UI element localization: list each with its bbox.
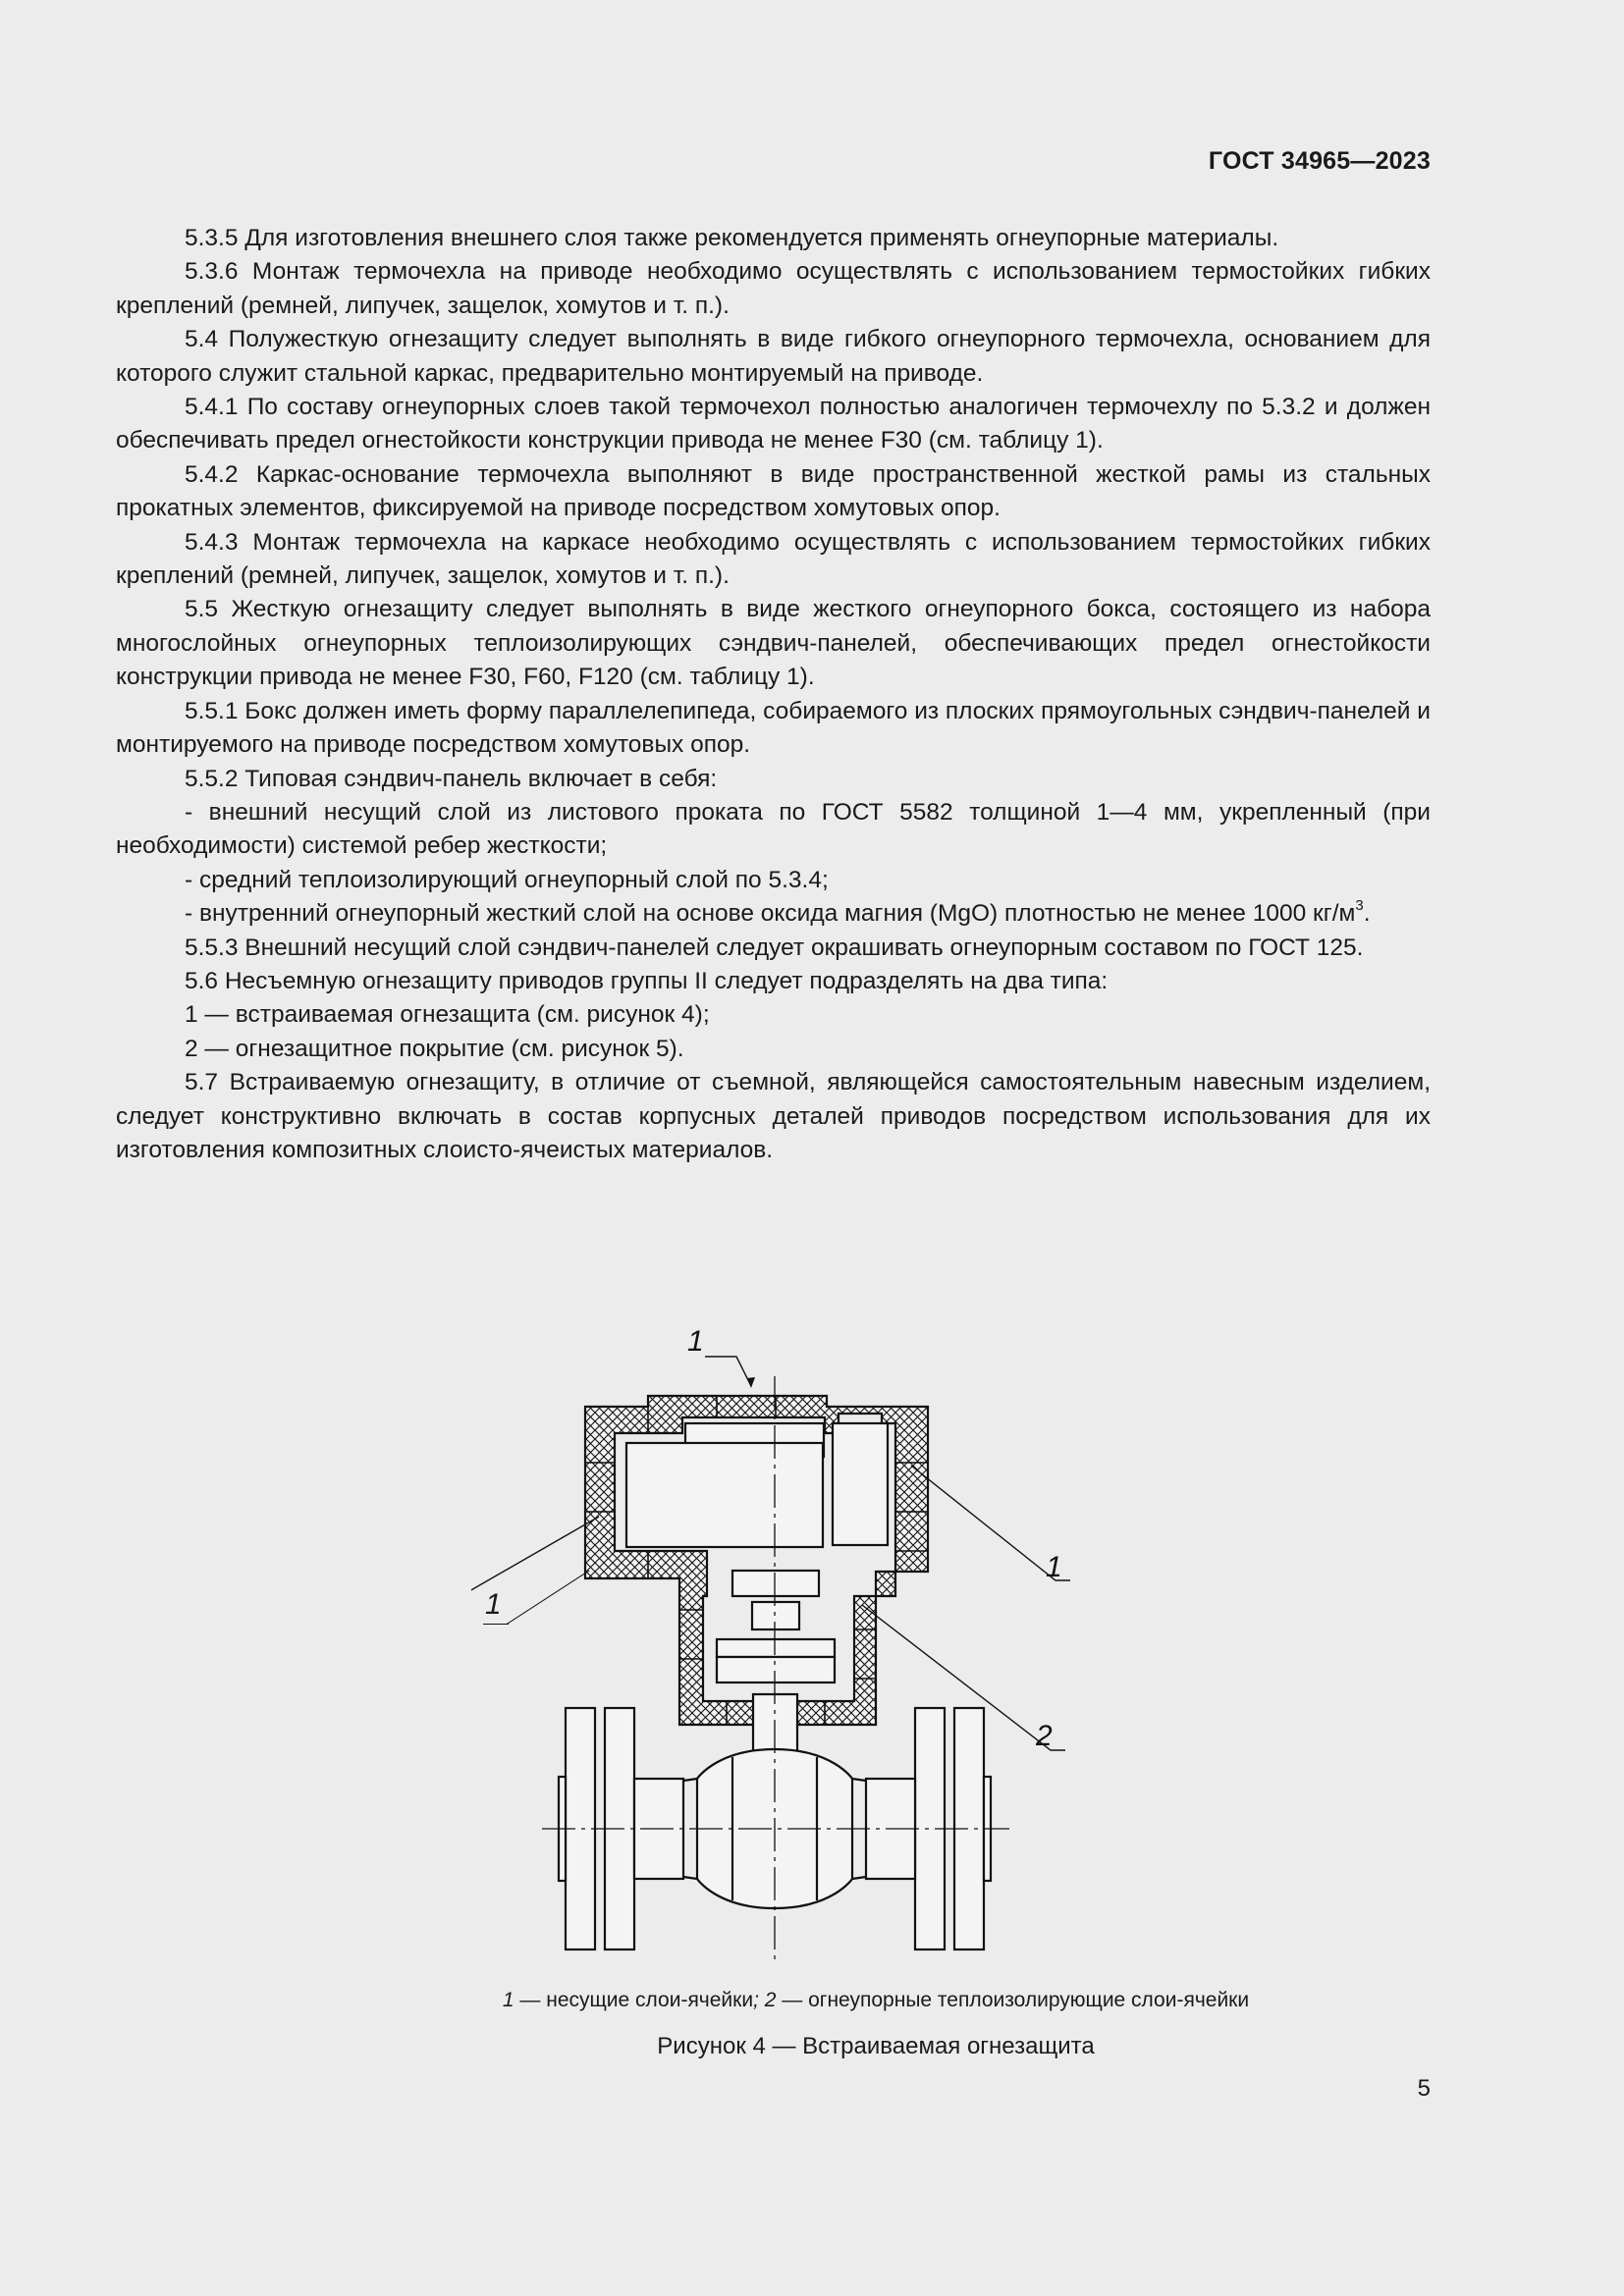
callout-left-underline	[483, 1624, 509, 1625]
callout-top: 1	[687, 1325, 704, 1358]
paragraph: 5.5.1 Бокс должен иметь форму параллелепипеда, собираемого из плоских прямоугольных сэндвич-панелей и монтируемого на приводе посредством хомутовых опор.	[116, 697, 1431, 759]
mgo-tail: .	[1363, 900, 1371, 928]
paragraph: 5.4.2 Каркас-основание термочехла выполняют в виде пространственной жесткой рамы из стальных прокатных элементов, фиксируемой на приводе посредством хомутовых опор.	[116, 460, 1431, 522]
paragraph: 5.3.6 Монтаж термочехла на приводе необходимо осуществлять с использованием термостойких гибких креплений (ремней, липучек, защелок, хомутов и т. п.).	[116, 258, 1431, 319]
superscript: 3	[1355, 896, 1364, 914]
callout-right: 1	[1046, 1551, 1062, 1583]
callout-right-lower: 2	[1036, 1720, 1053, 1752]
paragraph: 5.4.1 По составу огнеупорных слоев такой термочехол полностью аналогичен термочехлу по 5.3.2 и должен обеспечивать предел огнестойкости конструкции привода не менее F30 (см. таблицу 1).	[116, 394, 1431, 454]
paragraph: 5.6 Несъемную огнезащиту приводов группы II следует подразделять на два типа:	[185, 967, 1109, 994]
paragraph: 1 — встраиваемая огнезащита (см. рисунок 4);	[185, 1001, 710, 1029]
figure-caption: Рисунок 4 — Встраиваемая огнезащита	[657, 2033, 1095, 2059]
paragraph: 5.5 Жесткую огнезащиту следует выполнять в виде жесткого огнеупорного бокса, состоящего из набора многослойных огнеупорных теплоизолирующих сэндвич-панелей, обеспечивающих предел огнестойкости конструкции привода не менее F30, F60, F120 (см. таблицу 1).	[116, 596, 1431, 691]
paragraph: 5.4.3 Монтаж термочехла на каркасе необходимо осуществлять с использованием термостойких гибких креплений (ремней, липучек, защелок, хомутов и т. п.).	[116, 528, 1431, 590]
figure-legend	[0, 1989, 1624, 2012]
paragraph: 2 — огнезащитное покрытие (см. рисунок 5).	[185, 1035, 684, 1062]
legend-num-2: 2	[764, 1989, 777, 2011]
paragraph: 5.5.3 Внешний несущий слой сэндвич-панелей следует окрашивать огнеупорным составом по ГОСТ 125.	[185, 934, 1364, 961]
legend-num-1: 1	[502, 1989, 514, 2011]
arrow-tip	[747, 1377, 755, 1388]
legend-text-1: — несущие слои-ячейки	[514, 1989, 754, 2011]
page-number: 5	[1417, 2075, 1431, 2102]
legend-sep: ;	[753, 1989, 765, 2011]
paragraph: 5.3.5 Для изготовления внешнего слоя также рекомендуется применять огнеупорные материалы.	[185, 225, 1279, 251]
paragraph: 5.5.2 Типовая сэндвич-панель включает в себя:	[185, 765, 718, 792]
callout-left: 1	[485, 1588, 502, 1621]
paragraph-mgo	[116, 897, 1431, 931]
paragraph: 5.4 Полужесткую огнезащиту следует выполнять в виде гибкого огнеупорного термочехла, основанием для которого служит стальной каркас, предварительно монтируемый на приводе.	[116, 326, 1431, 387]
paragraph: - внешний несущий слой из листового проката по ГОСТ 5582 толщиной 1—4 мм, укрепленный (при необходимости) системой ребер жесткости;	[116, 798, 1431, 860]
document-id: ГОСТ 34965—2023	[1208, 147, 1431, 175]
mgo-text: - внутренний огнеупорный жесткий слой на основе оксида магния (MgO) плотностью не менее 1000 кг/м	[185, 900, 1356, 928]
paragraph: 5.7 Встраиваемую огнезащиту, в отличие от съемной, являющейся самостоятельным навесным изделием, следует конструктивно включать в состав корпусных деталей приводов посредством использования для их изготовления композитных слоисто-ячеистых материалов.	[116, 1069, 1431, 1163]
figure-4-drawing	[471, 1315, 1080, 1963]
legend-text-2: — огнеупорные теплоизолирующие слои-ячейки	[776, 1989, 1250, 2011]
paragraph: - средний теплоизолирующий огнеупорный слой по 5.3.4;	[185, 866, 829, 893]
body-text	[116, 222, 1431, 1167]
